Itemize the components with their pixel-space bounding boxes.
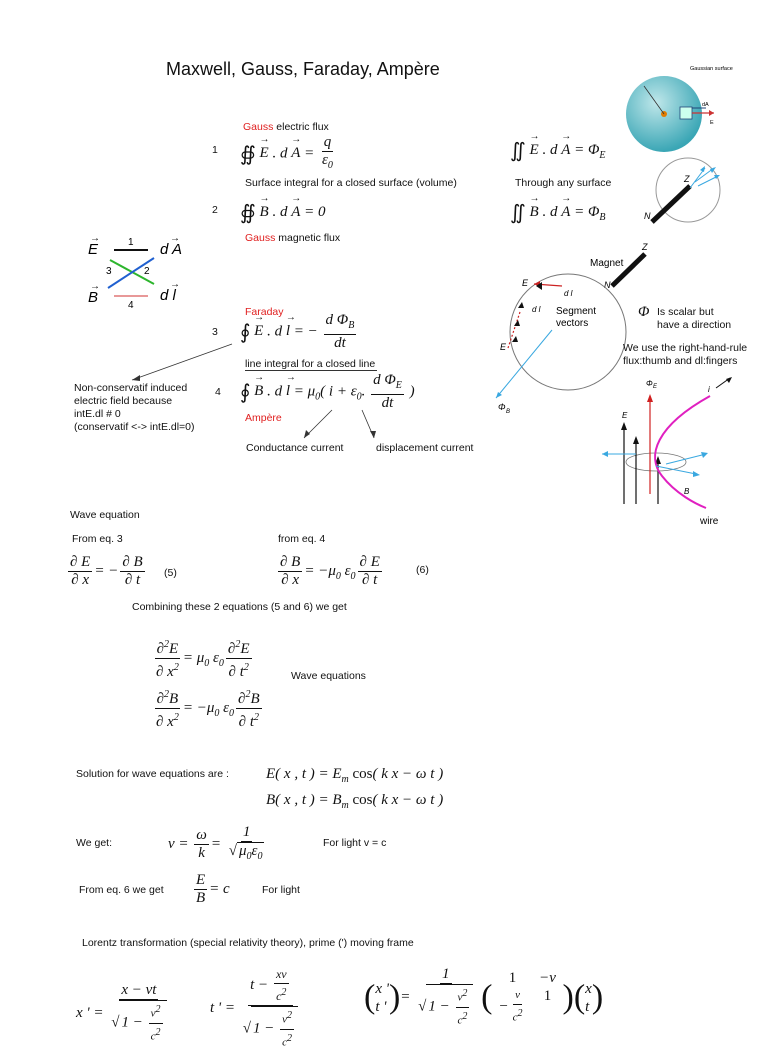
dA-symbol: d A — [160, 241, 182, 258]
B-symbol: B — [88, 289, 99, 306]
phiE-label: Φ — [646, 379, 653, 388]
for-light-v: For light v = c — [323, 837, 387, 849]
svg-text:→: → — [170, 233, 180, 244]
Z-label-2: Z — [642, 242, 648, 252]
E-label: E — [622, 411, 628, 420]
dl-label-2: d l — [532, 305, 541, 314]
phiB-label: Φ — [498, 402, 506, 412]
eq2-number: 2 — [212, 204, 218, 216]
displacement-current-label: displacement current — [376, 442, 474, 454]
E-over-B-formula: $\frac{E}{B}$ = c — [196, 872, 230, 906]
phiB-axis — [496, 330, 552, 398]
eq6-number: (6) — [416, 564, 429, 576]
eq5-formula: $\frac{\partial E}{\partial x}$ = − $\frac{\partial B}{\partial t}$ — [70, 554, 143, 588]
dA-label: dA — [702, 102, 709, 108]
eq6-formula: $\frac{\partial B}{\partial x}$ = $-\mu_0$ $\varepsilon_0$ $\frac{\partial E}{\partial t}$ — [280, 554, 380, 588]
num-3: 3 — [106, 266, 112, 277]
num-2: 2 — [144, 266, 150, 277]
annotation-arrows — [120, 330, 400, 450]
page-title: Maxwell, Gauss, Faraday, Ampère — [166, 59, 440, 79]
phi-symbol: Φ — [638, 304, 650, 320]
svg-text:E: E — [653, 384, 658, 390]
eq1-right-caption: Through any surface — [515, 177, 612, 189]
eq4-formula: ∮ → B . $d \to l = \mu_0$( $i + \varepsilon_0$. $\frac{d \Phi_E}{dt}$ ) — [240, 372, 415, 412]
we-get-label: We get: — [76, 837, 112, 849]
eq1-heading: Gauss electric flux — [243, 121, 329, 133]
i-label: i — [708, 385, 710, 394]
field-cross-diagram — [84, 232, 194, 312]
eq1-caption: Surface integral for a closed surface (volume) — [245, 177, 457, 189]
E-top-label: E — [522, 278, 529, 288]
svg-text:→: → — [90, 233, 100, 244]
magnet-label: Magnet — [590, 258, 624, 269]
gaussian-sphere-diagram — [622, 62, 733, 162]
nonconservatif-note: Non-conservatif induced electric field because intE.dl # 0 (conservatif <-> intE.dl=0) — [74, 382, 195, 433]
E-left-label: E — [500, 342, 507, 352]
velocity-formula: v = $\frac{\omega}{k}$ = $\frac{1}{√ \mu_0\varepsilon_0}$ — [168, 824, 268, 865]
dl-symbol: d l — [160, 287, 176, 304]
E-label: E — [710, 120, 714, 126]
eq2-caption: Gauss magnetic flux — [245, 232, 341, 244]
segment-label: Segment vectors — [556, 306, 597, 329]
eq1-formula: ∯ → E . d → A = $\frac{q}{\varepsilon_0}$ — [240, 134, 337, 174]
from-eq4-label: from eq. 4 — [278, 533, 326, 545]
eq3-formula: ∮ → E . d → l = − $\frac{d \Phi_B}{dt}$ — [240, 312, 358, 352]
wave-eq-E: $\frac{\partial^2E}{\partial x^2}$ = $\mu_0$ $\varepsilon_0$ $\frac{\partial^2E}{\partial t^2}$ — [152, 636, 254, 681]
for-light-label: For light — [262, 884, 300, 896]
solution-B: B( x , t ) = $B_m$ cos( k x − ω t ) — [266, 792, 444, 811]
eq2-formula: ∯ → B . d → A = 0 — [240, 200, 326, 225]
phi-note: Is scalar but have a direction — [657, 306, 732, 331]
lorentz-x: x ' = x − vt √ 1 − $\frac{v^2}{c^2}$ — [76, 982, 171, 1045]
lorentz-t: t ' = t − $\frac{xv}{c^2}$ √ 1 − $\frac{v^2}{c^2}$ — [210, 966, 302, 1051]
dA-patch — [680, 107, 692, 119]
wave-heading: Wave equation — [70, 509, 140, 521]
combining-text: Combining these 2 equations (5 and 6) we get — [132, 601, 347, 613]
svg-text:B: B — [506, 409, 511, 415]
eq5-number: (5) — [164, 567, 177, 579]
N-label-1: N — [644, 211, 651, 221]
eq3-heading: Faraday — [245, 306, 284, 318]
Z-label-1: Z — [684, 174, 690, 184]
from-eq6-label: From eq. 6 we get — [79, 884, 164, 896]
svg-text:→: → — [90, 281, 100, 292]
wave-eq-B: $\frac{\partial^2B}{\partial x^2}$ = $-\mu_0$ $\varepsilon_0$ $\frac{\partial^2B}{\partial t^2}$ — [152, 686, 264, 731]
eq1-general-formula: ∬ → E . $d \to A = \Phi_E$ — [510, 138, 606, 163]
from-eq3-label: From eq. 3 — [72, 533, 123, 545]
eq4-caption: Ampère — [245, 412, 282, 424]
svg-text:→: → — [170, 279, 180, 290]
eq1-number: 1 — [212, 144, 218, 156]
gaussian-surface-label: Gaussian surface — [690, 66, 733, 72]
num-4: 4 — [128, 300, 134, 311]
E-symbol: E — [88, 241, 99, 258]
eq3-caption: line integral for a closed line — [245, 358, 376, 370]
solution-E: E( x , t ) = $E_m$ cos( k x − ω t ) — [266, 766, 444, 785]
num-1: 1 — [128, 237, 134, 248]
lorentz-heading: Lorentz transformation (special relativity theory), prime (') moving frame — [82, 937, 414, 949]
eq3-number: 3 — [212, 326, 218, 338]
lorentz-matrix: ( x ' t ' )= 1 √ 1 − $\frac{v^2}{c^2}$ ( 1 −v − $\frac{v}{c^2}$ 1 )( x t ) — [364, 966, 603, 1029]
eq4-number: 4 — [215, 386, 221, 398]
wire-label: wire — [700, 516, 719, 527]
eq2-general-formula: ∬ → B . $d \to A = \Phi_B$ — [510, 200, 606, 225]
B-label: B — [684, 487, 690, 496]
wire-diagram — [596, 376, 746, 532]
right-hand-rule-note: We use the right-hand-rule flux:thumb and dl:fingers — [623, 342, 748, 367]
dl-label-1: d l — [564, 289, 573, 298]
N-label-2: N — [604, 280, 611, 290]
solution-text: Solution for wave equations are : — [76, 768, 229, 780]
wave-equations-label: Wave equations — [291, 670, 366, 682]
wire-curve — [655, 396, 710, 508]
conductance-current-label: Conductance current — [246, 442, 344, 454]
